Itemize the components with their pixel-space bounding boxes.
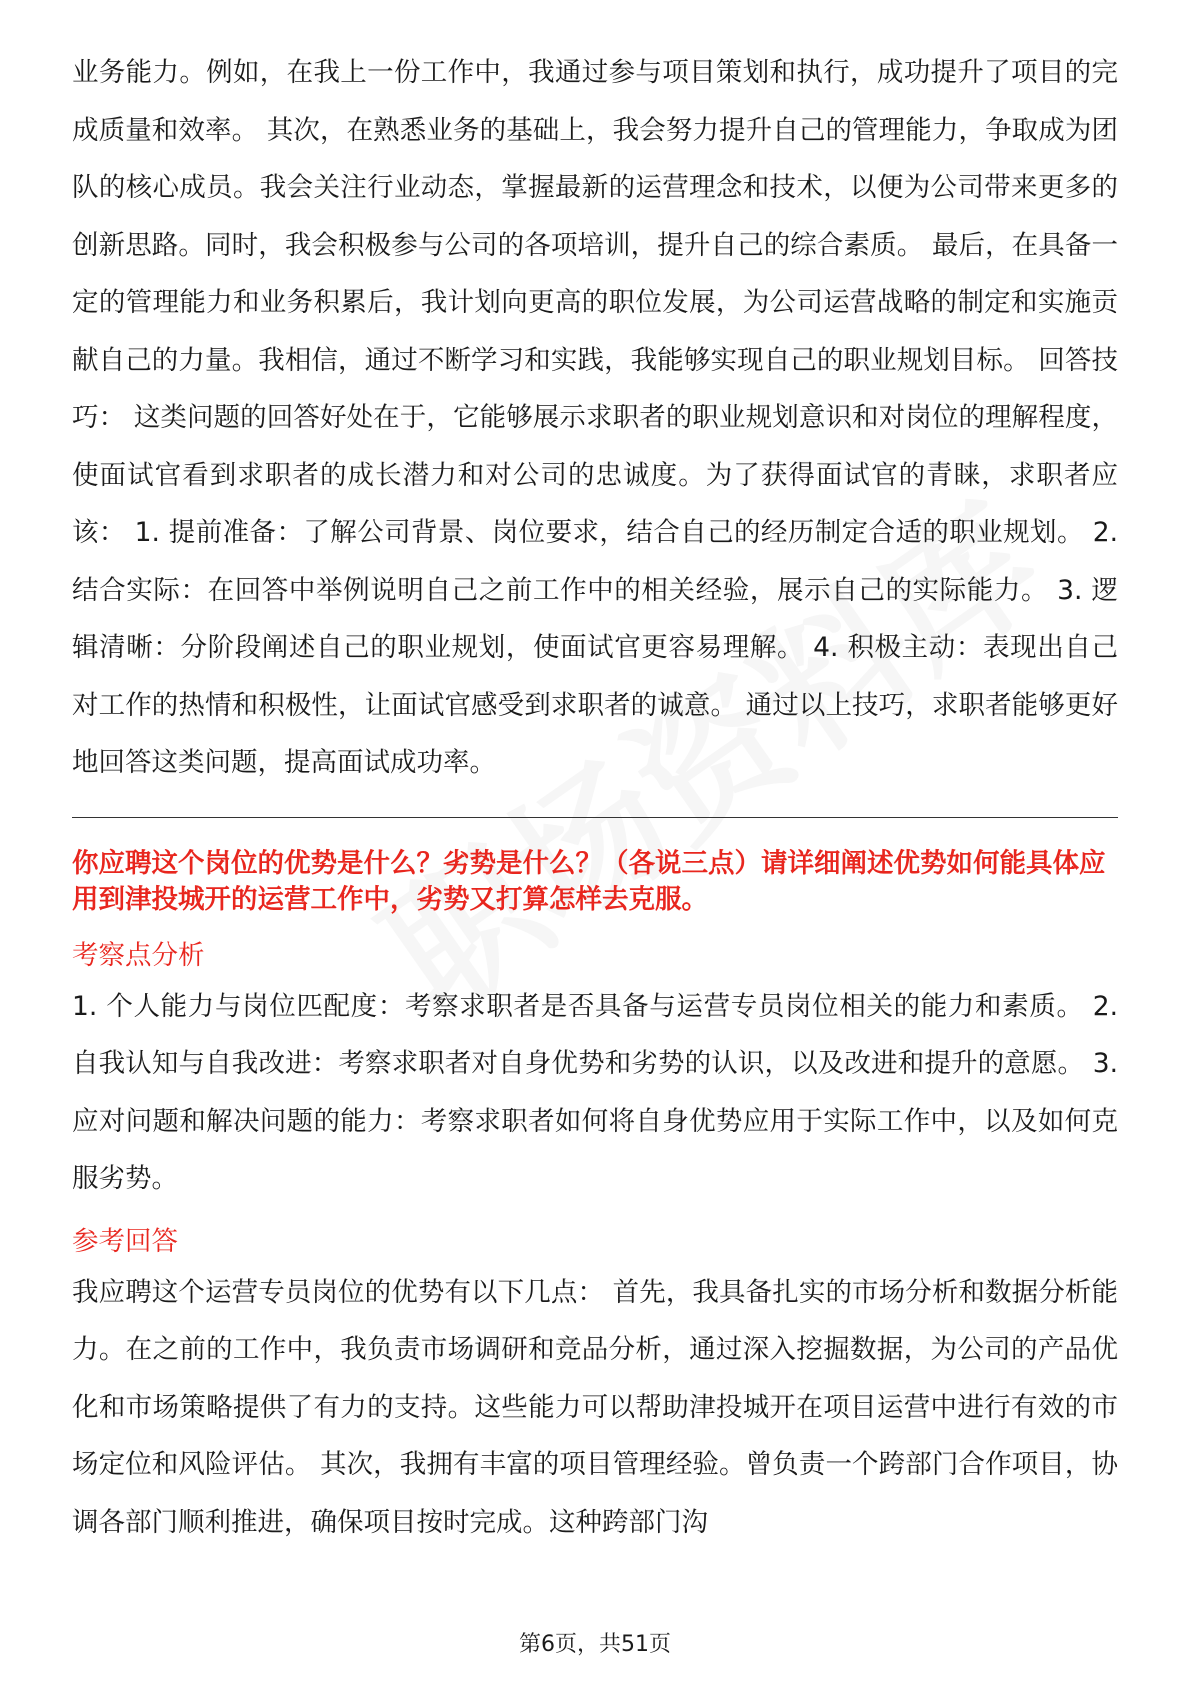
previous-answer-text: 业务能力。例如，在我上一份工作中，我通过参与项目策划和执行，成功提升了项目的完成质量和效率。 其次，在熟悉业务的基础上，我会努力提升自己的管理能力，争取成为团队的核心成员。我会关注行业动态，掌握最新的运营理念和技术，以便为公司带来更多的创新思路。同时，我会积极参与公司的各项培训，提升自己的综合素质。 最后，在具备一定的管理能力和业务积累后，我计划向更高的职位发展，为公司运营战略的制定和实施贡献自己的力量。我相信，通过不断学习和实践，我能够实现自己的职业规划目标。 回答技巧： 这类问题的回答好处在于，它能够展示求职者的职业规划意识和对岗位的理解程度，使面试官看到求职者的成长潜力和对公司的忠诚度。为了获得面试官的青睐，求职者应该： 1. 提前准备：了解公司背景、岗位要求，结合自己的经历制定合适的职业规划。 2. 结合实际：在回答中举例说明自己之前工作中的相关经验，展示自己的实际能力。 3. 逻辑清晰：分阶段阐述自己的职业规划，使面试官更容易理解。 4. 积极主动：表现出自己对工作的热情和积极性，让面试官感受到求职者的诚意。 通过以上技巧，求职者能够更好地回答这类问题，提高面试成功率。 — [72, 57, 1118, 778]
analysis-text: 1. 个人能力与岗位匹配度：考察求职者是否具备与运营专员岗位相关的能力和素质。 2. 自我认知与自我改进：考察求职者对自身优势和劣势的认识，以及改进和提升的意愿。 3. 应对问题和解决问题的能力：考察求职者如何将自身优势应用于实际工作中，以及如何克服劣势。 — [72, 990, 1118, 1194]
page-footer: 第6页，共51页 — [519, 1632, 671, 1657]
reference-answer-text: 我应聘这个运营专员岗位的优势有以下几点： 首先，我具备扎实的市场分析和数据分析能力。在之前的工作中，我负责市场调研和竞品分析，通过深入挖掘数据，为公司的产品优化和市场策略提供了有力的支持。这些能力可以帮助津投城开在项目运营中进行有效的市场定位和风险评估。 其次，我拥有丰富的项目管理经验。曾负责一个跨部门合作项目，协调各部门顺利推进，确保项目按时完成。这种跨部门沟 — [72, 1276, 1118, 1538]
section-divider — [72, 817, 1118, 818]
reference-heading: 参考回答 — [72, 1225, 178, 1257]
interview-question: 你应聘这个岗位的优势是什么？劣势是什么？（各说三点）请详细阐述优势如何能具体应用到津投城开的运营工作中，劣势又打算怎样去克服。 — [72, 847, 1106, 915]
page-content — [72, 44, 1118, 1551]
analysis-heading: 考察点分析 — [72, 939, 205, 971]
